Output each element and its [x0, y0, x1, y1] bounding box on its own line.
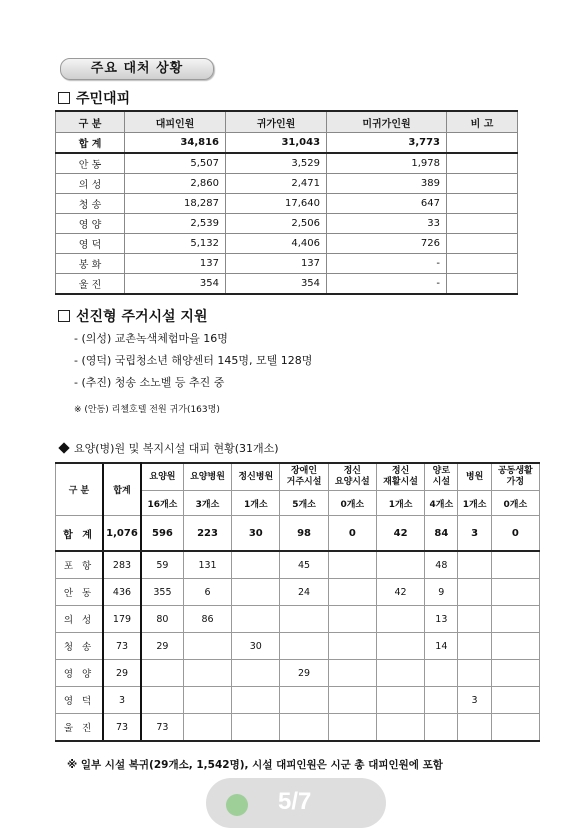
value-cell [328, 579, 376, 606]
total-cell: 179 [103, 606, 141, 633]
region-cell: 합 계 [56, 516, 104, 552]
region-cell: 의 성 [56, 174, 125, 194]
list-item: - (의성) 교촌녹색체험마을 16명 [74, 332, 228, 345]
region-cell: 영 덕 [56, 234, 125, 254]
value-cell: 73 [141, 714, 183, 742]
region-cell: 안 동 [56, 579, 104, 606]
value-cell [280, 714, 328, 742]
value-cell [376, 714, 424, 742]
table-row [56, 274, 518, 295]
col-header-facility: 정신병원 [232, 463, 280, 491]
total-cell: 3 [103, 687, 141, 714]
value-cell: 726 [327, 234, 447, 254]
value-cell: 354 [226, 274, 327, 295]
col-header-region: 구 분 [56, 463, 104, 516]
value-cell [328, 660, 376, 687]
value-cell [425, 660, 458, 687]
value-cell: - [327, 274, 447, 295]
value-cell: 2,539 [125, 214, 226, 234]
region-cell: 청 송 [56, 633, 104, 660]
value-cell: 59 [141, 551, 183, 579]
value-cell [491, 714, 539, 742]
value-cell [232, 687, 280, 714]
value-cell: 34,816 [125, 133, 226, 154]
value-cell: 29 [280, 660, 328, 687]
page-indicator-badge [206, 778, 386, 828]
value-cell [232, 606, 280, 633]
region-cell: 청 송 [56, 194, 125, 214]
diamond-bullet-icon [58, 442, 69, 453]
region-cell: 안 동 [56, 153, 125, 174]
value-cell [280, 633, 328, 660]
value-cell: 3 [458, 687, 491, 714]
value-cell: 86 [183, 606, 231, 633]
value-cell: 42 [376, 579, 424, 606]
col-header-facility-count: 1개소 [376, 491, 424, 516]
value-cell: 2,860 [125, 174, 226, 194]
region-cell: 합 계 [56, 133, 125, 154]
table-row [56, 254, 518, 274]
col-header-facility: 요양원 [141, 463, 183, 491]
region-cell: 영 양 [56, 660, 104, 687]
col-header-facility-count: 16개소 [141, 491, 183, 516]
col-header-facility: 정신 요양시설 [328, 463, 376, 491]
value-cell: 98 [280, 516, 328, 552]
region-cell: 의 성 [56, 606, 104, 633]
value-cell: 2,471 [226, 174, 327, 194]
region-cell: 포 항 [56, 551, 104, 579]
region-cell: 울 진 [56, 714, 104, 742]
total-cell: 29 [103, 660, 141, 687]
region-cell: 울 진 [56, 274, 125, 295]
value-cell [280, 606, 328, 633]
table-row [56, 551, 540, 579]
checkbox-square-icon [58, 92, 70, 104]
value-cell [447, 133, 518, 154]
value-cell [232, 660, 280, 687]
col-header-facility: 장애인 거주시설 [280, 463, 328, 491]
col-header-facility: 요양병원 [183, 463, 231, 491]
value-cell [491, 606, 539, 633]
list-item: - (영덕) 국립청소년 해양센터 145명, 모텔 128명 [74, 354, 313, 367]
value-cell [491, 579, 539, 606]
value-cell [458, 714, 491, 742]
value-cell [232, 579, 280, 606]
value-cell [447, 254, 518, 274]
checkbox-square-icon [58, 310, 70, 322]
value-cell [458, 660, 491, 687]
value-cell [447, 214, 518, 234]
value-cell: - [327, 254, 447, 274]
value-cell: 6 [183, 579, 231, 606]
value-cell [425, 714, 458, 742]
value-cell [376, 551, 424, 579]
value-cell: 131 [183, 551, 231, 579]
table-row [56, 214, 518, 234]
col-header-not-returned: 미귀가인원 [327, 111, 447, 133]
value-cell: 33 [327, 214, 447, 234]
col-header-region: 구 분 [56, 111, 125, 133]
value-cell [280, 687, 328, 714]
value-cell: 29 [141, 633, 183, 660]
col-header-returned: 귀가인원 [226, 111, 327, 133]
value-cell: 354 [125, 274, 226, 295]
value-cell: 18,287 [125, 194, 226, 214]
value-cell: 0 [491, 516, 539, 552]
value-cell: 31,043 [226, 133, 327, 154]
value-cell: 14 [425, 633, 458, 660]
col-header-evac: 대피인원 [125, 111, 226, 133]
value-cell: 48 [425, 551, 458, 579]
footnote: ※ 일부 시설 복귀(29개소, 1,542명), 시설 대피인원은 시군 총 대피인원에 포함 [67, 759, 443, 771]
value-cell [232, 714, 280, 742]
total-cell: 1,076 [103, 516, 141, 552]
value-cell: 5,507 [125, 153, 226, 174]
value-cell: 24 [280, 579, 328, 606]
value-cell [141, 660, 183, 687]
value-cell: 45 [280, 551, 328, 579]
value-cell: 223 [183, 516, 231, 552]
table-row-total [56, 133, 518, 154]
col-header-facility-count: 4개소 [425, 491, 458, 516]
value-cell: 4,406 [226, 234, 327, 254]
value-cell [491, 660, 539, 687]
value-cell [447, 234, 518, 254]
value-cell [458, 606, 491, 633]
col-header-facility: 양로 시설 [425, 463, 458, 491]
value-cell [141, 687, 183, 714]
value-cell: 2,506 [226, 214, 327, 234]
table-row [56, 687, 540, 714]
value-cell [447, 174, 518, 194]
table-row [56, 633, 540, 660]
section-title-housing: 선진형 주거시설 지원 [58, 306, 207, 326]
section-title-evacuation: 주민대피 [58, 88, 130, 108]
evacuation-table [55, 110, 518, 295]
value-cell: 137 [226, 254, 327, 274]
region-cell: 영 덕 [56, 687, 104, 714]
value-cell [328, 606, 376, 633]
table-row-total [56, 516, 540, 552]
value-cell: 17,640 [226, 194, 327, 214]
total-cell: 283 [103, 551, 141, 579]
total-cell: 73 [103, 633, 141, 660]
table-row [56, 606, 540, 633]
value-cell [183, 714, 231, 742]
col-header-facility-count: 1개소 [458, 491, 491, 516]
list-item: - (추진) 청송 소노벨 등 추진 중 [74, 376, 225, 389]
value-cell [232, 551, 280, 579]
value-cell [447, 153, 518, 174]
table-row [56, 153, 518, 174]
region-cell: 영 양 [56, 214, 125, 234]
value-cell: 1,978 [327, 153, 447, 174]
total-cell: 436 [103, 579, 141, 606]
value-cell [328, 551, 376, 579]
value-cell [491, 551, 539, 579]
col-header-facility-count: 3개소 [183, 491, 231, 516]
table-row [56, 234, 518, 254]
value-cell: 80 [141, 606, 183, 633]
value-cell: 137 [125, 254, 226, 274]
value-cell [376, 633, 424, 660]
value-cell [491, 687, 539, 714]
section-title-facilities: 요양(병)원 및 복지시설 대피 현황(31개소) [58, 440, 279, 456]
value-cell [328, 714, 376, 742]
table-row [56, 660, 540, 687]
app-logo-icon [226, 794, 248, 816]
value-cell [328, 687, 376, 714]
value-cell: 30 [232, 633, 280, 660]
value-cell: 9 [425, 579, 458, 606]
value-cell: 647 [327, 194, 447, 214]
col-header-facility-count: 0개소 [328, 491, 376, 516]
page-indicator: 5/7 [278, 788, 312, 815]
value-cell: 0 [328, 516, 376, 552]
col-header-facility-count: 1개소 [232, 491, 280, 516]
value-cell [447, 194, 518, 214]
col-header-total: 합계 [103, 463, 141, 516]
total-cell: 73 [103, 714, 141, 742]
value-cell: 13 [425, 606, 458, 633]
value-cell: 30 [232, 516, 280, 552]
value-cell [183, 660, 231, 687]
value-cell: 596 [141, 516, 183, 552]
value-cell [376, 687, 424, 714]
value-cell [458, 579, 491, 606]
value-cell: 3,773 [327, 133, 447, 154]
value-cell [328, 633, 376, 660]
col-header-facility: 병원 [458, 463, 491, 491]
value-cell: 3,529 [226, 153, 327, 174]
col-header-facility-count: 0개소 [491, 491, 539, 516]
value-cell [376, 606, 424, 633]
table-row [56, 194, 518, 214]
value-cell [458, 633, 491, 660]
value-cell [425, 687, 458, 714]
value-cell [183, 687, 231, 714]
table-row [56, 714, 540, 742]
table-row [56, 174, 518, 194]
value-cell [183, 633, 231, 660]
table-row [56, 579, 540, 606]
housing-note: ※ (안동) 리첼호텔 전원 귀가(163명) [74, 405, 220, 415]
section-header-pill: 주요 대처 상황 [60, 58, 214, 80]
value-cell: 355 [141, 579, 183, 606]
col-header-facility: 공동생활 가정 [491, 463, 539, 491]
housing-bullet-list [74, 328, 312, 394]
col-header-facility-count: 5개소 [280, 491, 328, 516]
value-cell: 5,132 [125, 234, 226, 254]
value-cell [447, 274, 518, 295]
value-cell: 389 [327, 174, 447, 194]
value-cell [491, 633, 539, 660]
value-cell: 42 [376, 516, 424, 552]
facility-table [55, 462, 540, 742]
value-cell [376, 660, 424, 687]
value-cell: 84 [425, 516, 458, 552]
value-cell [458, 551, 491, 579]
region-cell: 봉 화 [56, 254, 125, 274]
value-cell: 3 [458, 516, 491, 552]
col-header-note: 비 고 [447, 111, 518, 133]
col-header-facility: 정신 재활시설 [376, 463, 424, 491]
